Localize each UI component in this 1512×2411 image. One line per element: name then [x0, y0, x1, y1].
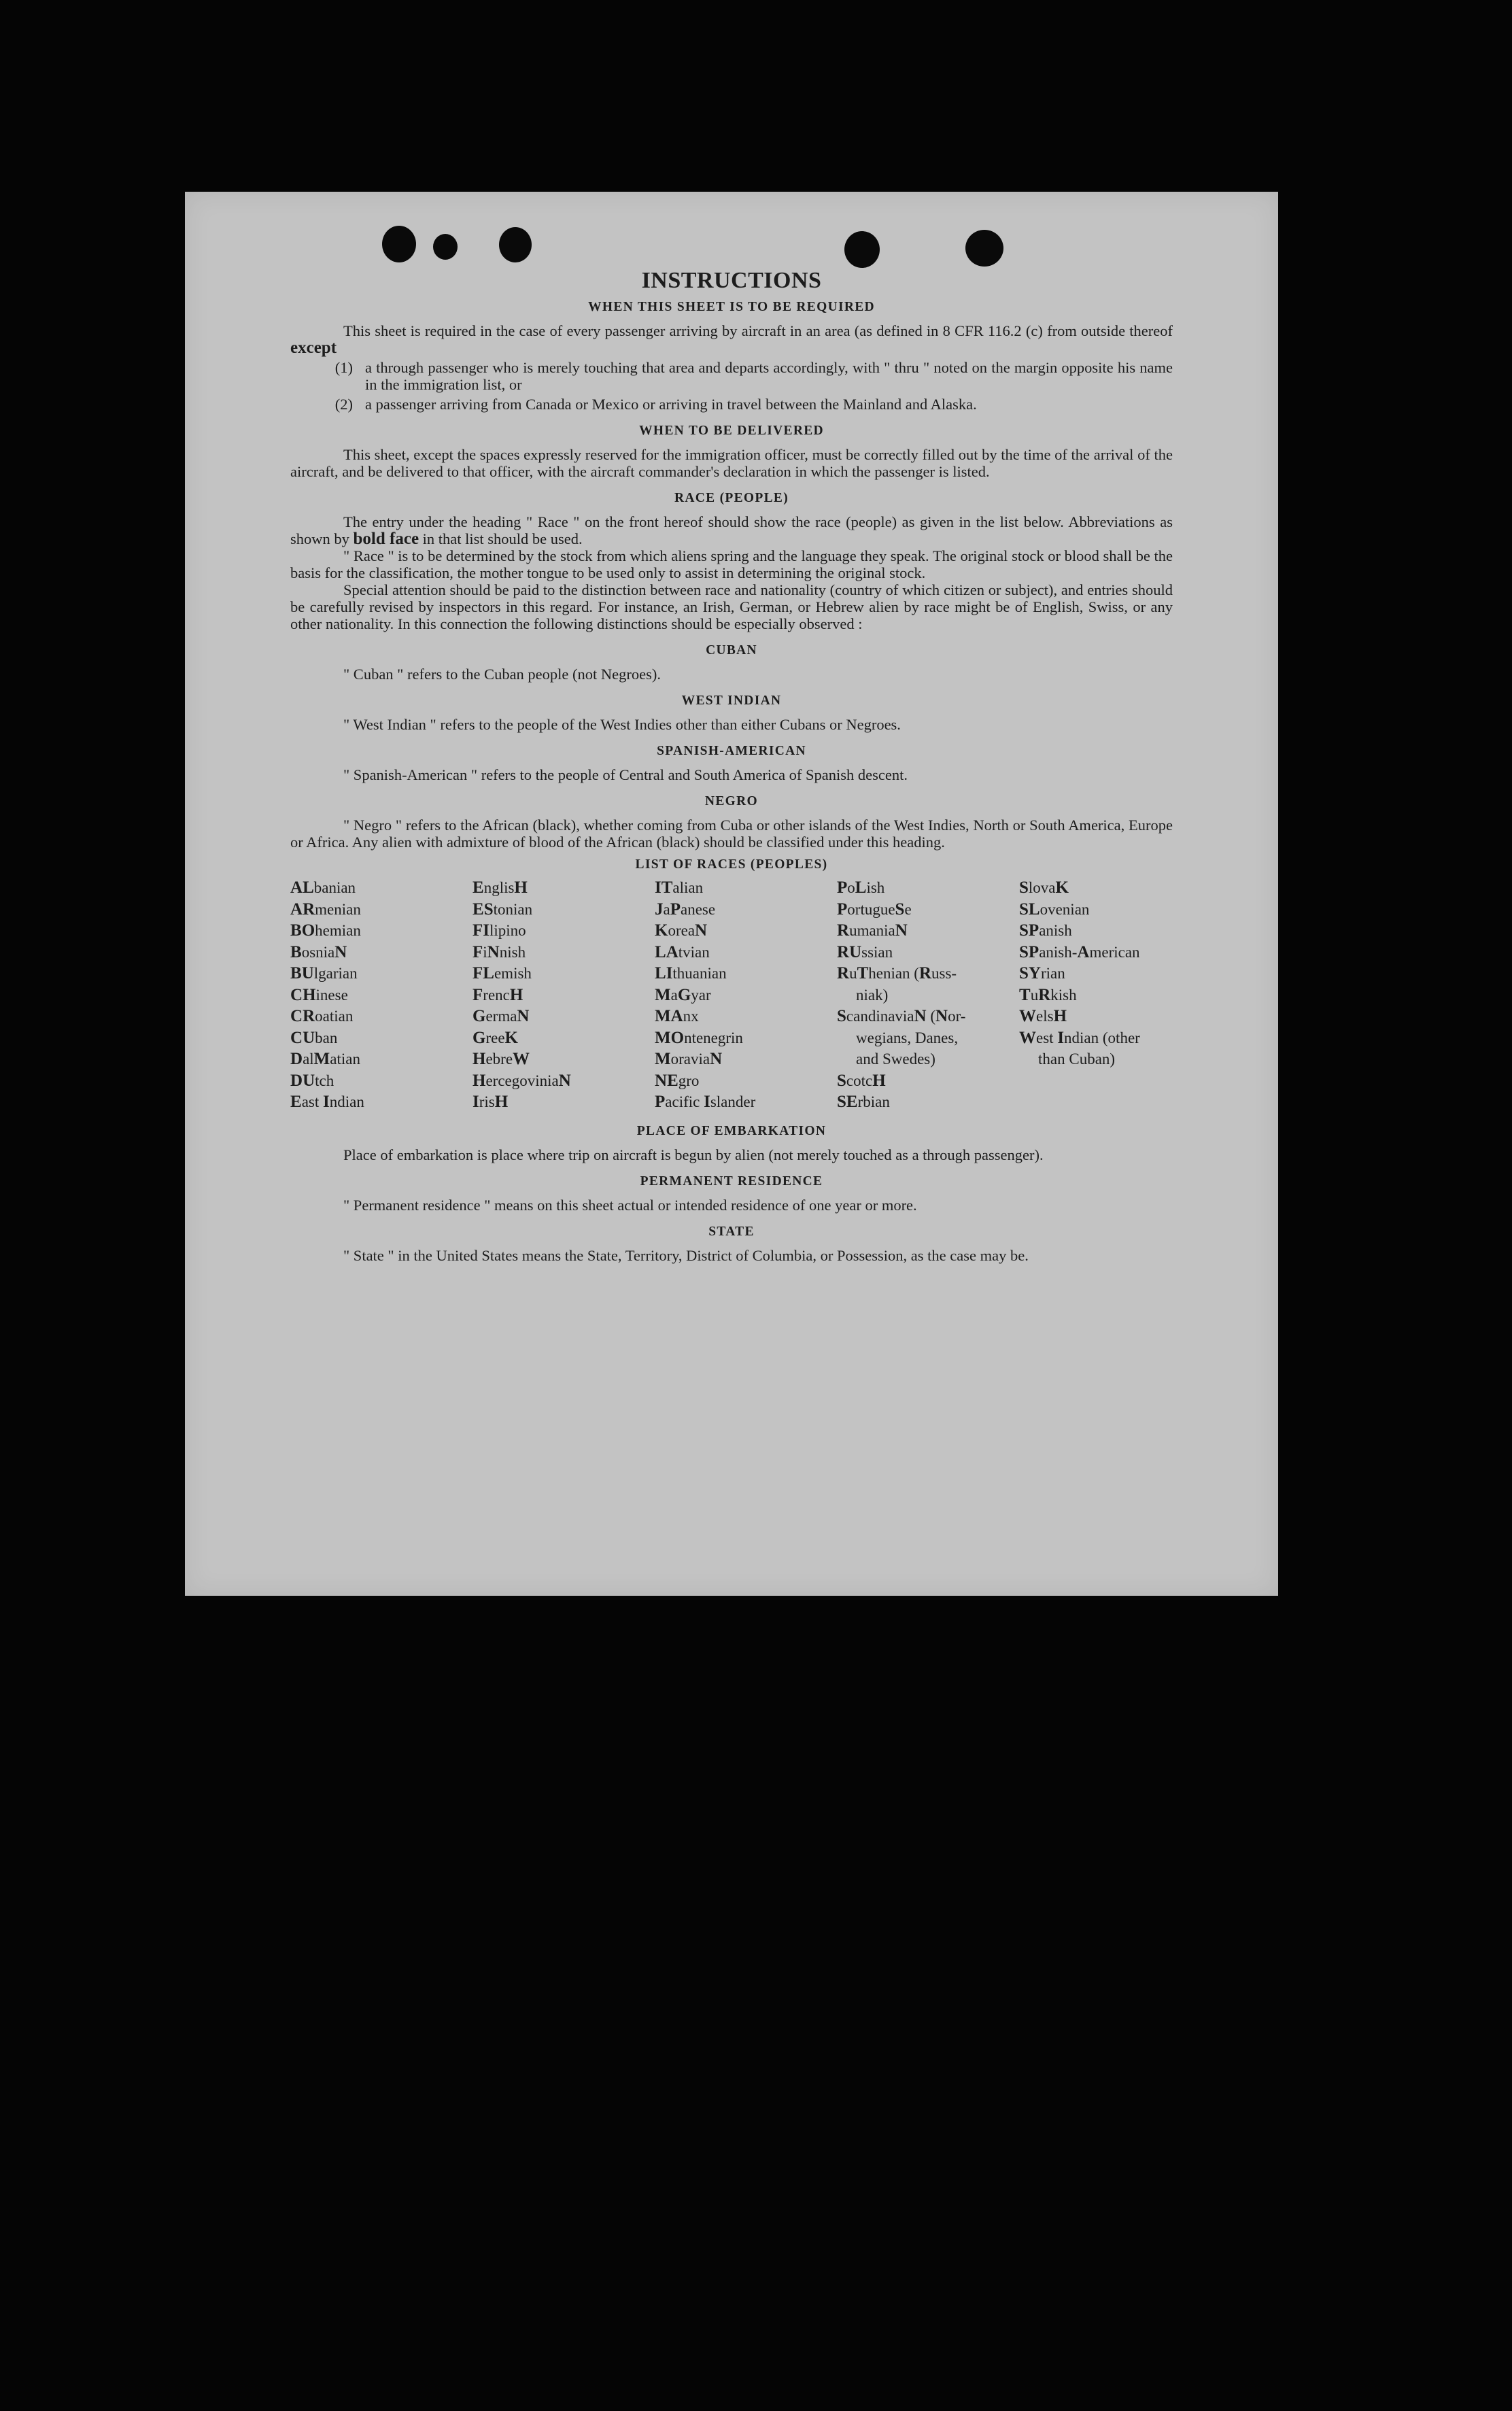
races-column — [837, 877, 1019, 1113]
race-entry: GermaN — [472, 1007, 530, 1025]
punch-hole — [382, 226, 416, 262]
race-paragraph-3: Special attention should be paid to the distinction between race and nationality (country of which citizen or subject), and entries should be carefully revised by inspectors in this regard. For instance, an Irish, German, or Hebrew alien by race might be of English, Swiss, or any other nationality. In this connection the following distinctions should be especially observed : — [290, 581, 1173, 632]
instructions-content — [290, 267, 1173, 1264]
race-entry: MOntenegrin — [655, 1028, 743, 1047]
race-entry: PortugueSe — [837, 900, 912, 919]
race-entry: PoLish — [837, 878, 885, 897]
race-entry: wegians, Danes, — [856, 1029, 959, 1046]
section-heading-negro: NEGRO — [704, 794, 758, 808]
list-item: (2) a passenger arriving from Canada or Mexico or arriving in travel between the Mainland and Alaska. — [334, 396, 977, 413]
list-item: (1) a through passenger who is merely touching that area and departs accordingly, with " thru " noted on the margin opposite his name in the immigration list, or — [334, 359, 1173, 393]
race-entry: SPanish-American — [1019, 942, 1140, 961]
race-entry: niak) — [856, 986, 889, 1004]
race-entry: NEgro — [655, 1071, 700, 1090]
punch-hole — [844, 231, 880, 268]
section-heading-races-list: LIST OF RACES (PEOPLES) — [635, 857, 828, 872]
race-entry: BosniaN — [290, 942, 347, 961]
race-entry: FiNnish — [472, 942, 526, 961]
race-entry: ARmenian — [290, 900, 361, 919]
race-entry: CUban — [290, 1028, 338, 1047]
when-delivered-text: This sheet, except the spaces expressly reserved for the immigration officer, must be correctly filled out by the time of the arrival of the aircraft, and be delivered to that officer, with the aircraft commander's declaration in which the passenger is listed. — [290, 446, 1173, 480]
race-entry: East Indian — [290, 1093, 364, 1111]
race-entry: IrisH — [472, 1093, 509, 1111]
race-entry: FLemish — [472, 964, 532, 982]
races-column — [290, 877, 472, 1113]
race-entry: and Swedes) — [856, 1050, 935, 1067]
races-table — [290, 877, 1173, 1113]
race-paragraph-2: " Race " is to be determined by the stock from which aliens spring and the language they speak. The original stock or blood shall be the basis for the classification, the mother tongue to be used only to assist in determining the original stock. — [290, 547, 1173, 581]
negro-text: " Negro " refers to the African (black), whether coming from Cuba or other islands of the West Indies, North or South America, Europe or Africa. Any alien with admixture of blood of the African (black) should be classified under this heading. — [290, 817, 1173, 851]
race-entry: SlovaK — [1019, 878, 1069, 897]
section-heading-race: RACE (PEOPLE) — [674, 491, 789, 505]
race-entry: MoraviaN — [655, 1050, 723, 1068]
race-entry: ALbanian — [290, 878, 356, 897]
punch-hole — [965, 230, 1003, 267]
race-entry: than Cuban) — [1038, 1050, 1116, 1067]
race-entry: FrencH — [472, 985, 523, 1004]
race-entry: CHinese — [290, 985, 348, 1004]
race-entry: DUtch — [290, 1071, 334, 1090]
race-entry: BOhemian — [290, 921, 361, 940]
punch-hole — [433, 234, 458, 260]
race-entry: ITalian — [655, 878, 704, 897]
residence-text: " Permanent residence " means on this sheet actual or intended residence of one year or more. — [343, 1196, 917, 1214]
race-entry: West Indian (other — [1019, 1028, 1140, 1047]
race-entry: CRoatian — [290, 1007, 354, 1025]
races-column — [472, 877, 655, 1113]
race-entry: SLovenian — [1019, 900, 1090, 919]
race-entry: DalMatian — [290, 1050, 360, 1068]
embarkation-text: Place of embarkation is place where trip on aircraft is begun by alien (not merely touched as a through passenger). — [343, 1146, 1044, 1163]
when-required-intro: This sheet is required in the case of every passenger arriving by aircraft in an area (as defined in 8 CFR 116.2 (c) from outside thereof except — [290, 322, 1173, 357]
race-entry: RumaniaN — [837, 921, 908, 940]
race-entry: GreeK — [472, 1028, 518, 1047]
race-entry: EnglisH — [472, 878, 528, 897]
race-entry: HercegoviniaN — [472, 1071, 571, 1090]
race-entry: FIlipino — [472, 921, 526, 940]
spanish-american-text: " Spanish-American " refers to the people of Central and South America of Spanish descent. — [343, 766, 908, 783]
race-entry: ScandinaviaN (Nor- — [837, 1007, 966, 1025]
race-entry: LAtvian — [655, 942, 710, 961]
race-entry: ScotcH — [837, 1071, 886, 1090]
section-heading-west-indian: WEST INDIAN — [681, 694, 782, 708]
instruction-sheet — [185, 192, 1278, 1596]
section-heading-when-delivered: WHEN TO BE DELIVERED — [639, 424, 824, 438]
section-heading-spanish-american: SPANISH-AMERICAN — [657, 744, 806, 758]
west-indian-text: " West Indian " refers to the people of the West Indies other than either Cubans or Negroes. — [343, 716, 901, 733]
races-column — [655, 877, 837, 1113]
race-entry: MaGyar — [655, 985, 711, 1004]
race-entry: TuRkish — [1019, 985, 1077, 1004]
punch-hole — [499, 227, 532, 262]
section-heading-state: STATE — [708, 1224, 755, 1239]
race-entry: BUlgarian — [290, 964, 358, 982]
cuban-text: " Cuban " refers to the Cuban people (not Negroes). — [343, 666, 661, 683]
race-entry: SYrian — [1019, 964, 1065, 982]
race-entry: LIthuanian — [655, 964, 727, 982]
race-entry: RuThenian (Russ- — [837, 964, 957, 982]
race-entry: EStonian — [472, 900, 533, 919]
race-entry: KoreaN — [655, 921, 708, 940]
race-entry: JaPanese — [655, 900, 716, 919]
section-heading-residence: PERMANENT RESIDENCE — [640, 1174, 823, 1189]
race-entry: WelsH — [1019, 1007, 1067, 1025]
race-paragraph-1: The entry under the heading " Race " on the front hereof should show the race (people) as given in the list below. Abbreviations as shown by bold face in that list should be used. — [290, 513, 1173, 548]
race-entry: SPanish — [1019, 921, 1072, 940]
race-entry: Pacific Islander — [655, 1093, 756, 1111]
race-entry: RUssian — [837, 942, 893, 961]
section-heading-cuban: CUBAN — [706, 643, 757, 657]
race-entry: SErbian — [837, 1093, 890, 1111]
state-text: " State " in the United States means the State, Territory, District of Columbia, or Possession, as the case may be. — [343, 1246, 1029, 1264]
race-entry: HebreW — [472, 1050, 530, 1068]
section-heading-when-required: WHEN THIS SHEET IS TO BE REQUIRED — [588, 300, 875, 314]
section-heading-embarkation: PLACE OF EMBARKATION — [636, 1123, 827, 1138]
race-entry: MAnx — [655, 1007, 699, 1025]
races-column — [1019, 877, 1173, 1113]
page-title: INSTRUCTIONS — [641, 268, 822, 293]
